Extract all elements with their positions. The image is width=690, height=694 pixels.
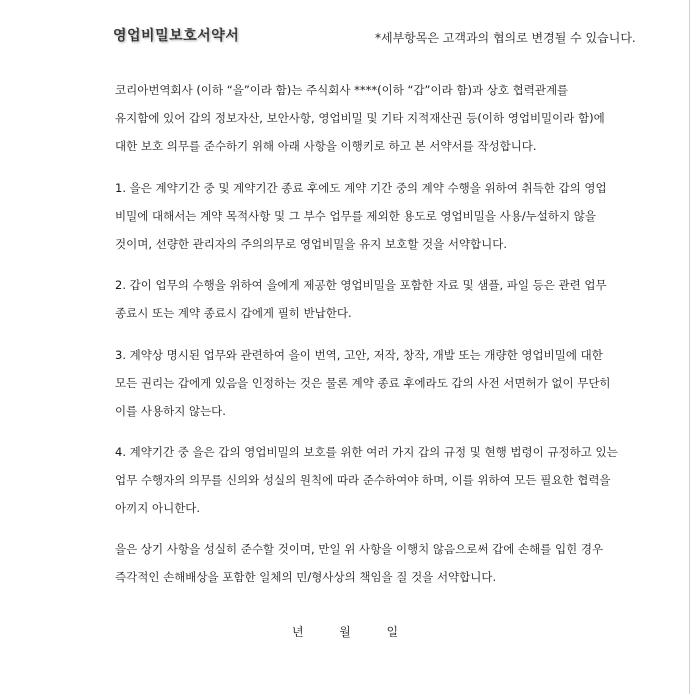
clause-2 — [115, 271, 660, 327]
paragraph-line: 것이며, 선량한 관리자의 주의의무로 영업비밀을 유지 보호할 것을 서약합니다. — [115, 237, 508, 251]
document-note: *세부항목은 고객과의 협의로 변경될 수 있습니다. — [375, 31, 636, 45]
paragraph-line: 대한 보호 의무를 준수하기 위해 아래 사항을 이행키로 하고 본 서약서를 작성합니다. — [115, 139, 537, 153]
clause-1 — [115, 174, 660, 258]
date-month: 월 — [339, 625, 351, 639]
paragraph-line: 을은 상기 사항을 성실히 준수할 것이며, 만일 위 사항을 이행치 않음으로써 갑에 손해를 입힌 경우 — [115, 542, 604, 556]
paragraph-line: 1. 을은 계약기간 중 및 계약기간 종료 후에도 계약 기간 중의 계약 수행을 위하여 취득한 갑의 영업 — [115, 181, 607, 195]
paragraph-line: 2. 갑이 업무의 수행을 위하여 을에게 제공한 영업비밀을 포함한 자료 및 샘플, 파일 등은 관련 업무 — [115, 278, 607, 292]
paragraph-line: 3. 계약상 명시된 업무와 관련하여 을이 번역, 고안, 저작, 창작, 개발 또는 개량한 영업비밀에 대한 — [115, 348, 603, 362]
paragraph-line: 코리아번역회사 (이하 “을”이라 함)는 주식회사 ****(이하 “갑”이라 함)과 상호 협력관계를 — [115, 83, 569, 97]
date-year: 년 — [291, 625, 304, 639]
document-title: 영업비밀보호서약서 — [113, 28, 240, 44]
paragraph-line: 모든 권리는 갑에게 있음을 인정하는 것은 물론 계약 종료 후에라도 갑의 사전 서면허가 없이 무단히 — [115, 376, 611, 390]
paragraph-line: 아끼지 아니한다. — [115, 501, 201, 515]
date-line — [0, 623, 690, 640]
paragraph-line: 유지함에 있어 갑의 정보자산, 보안사항, 영업비밀 및 기타 지적재산권 등(이하 영업비밀이라 함)에 — [115, 111, 605, 125]
paragraph-line: 비밀에 대해서는 계약 목적사항 및 그 부수 업무를 제외한 용도로 영업비밀을 사용/누설하지 않을 — [115, 209, 596, 223]
paragraph-line: 즉각적인 손해배상을 포함한 일체의 민/형사상의 책임을 질 것을 서약합니다. — [115, 570, 497, 584]
paragraph-line: 4. 계약기간 중 을은 갑의 영업비밀의 보호를 위한 여러 가지 갑의 규정 및 현행 법령이 규정하고 있는 — [115, 445, 618, 459]
paragraph-line: 업무 수행자의 의무를 신의와 성실의 원칙에 따라 준수하여야 하며, 이를 위하여 모든 필요한 협력을 — [115, 473, 611, 487]
closing-paragraph — [115, 535, 660, 591]
date-day: 일 — [386, 625, 399, 639]
intro-paragraph — [115, 76, 660, 160]
paragraph-line: 이를 사용하지 않는다. — [115, 404, 226, 418]
clause-4 — [115, 438, 660, 522]
paragraph-line: 종료시 또는 계약 종료시 갑에게 필히 반납한다. — [115, 306, 352, 320]
clause-3 — [115, 341, 660, 425]
